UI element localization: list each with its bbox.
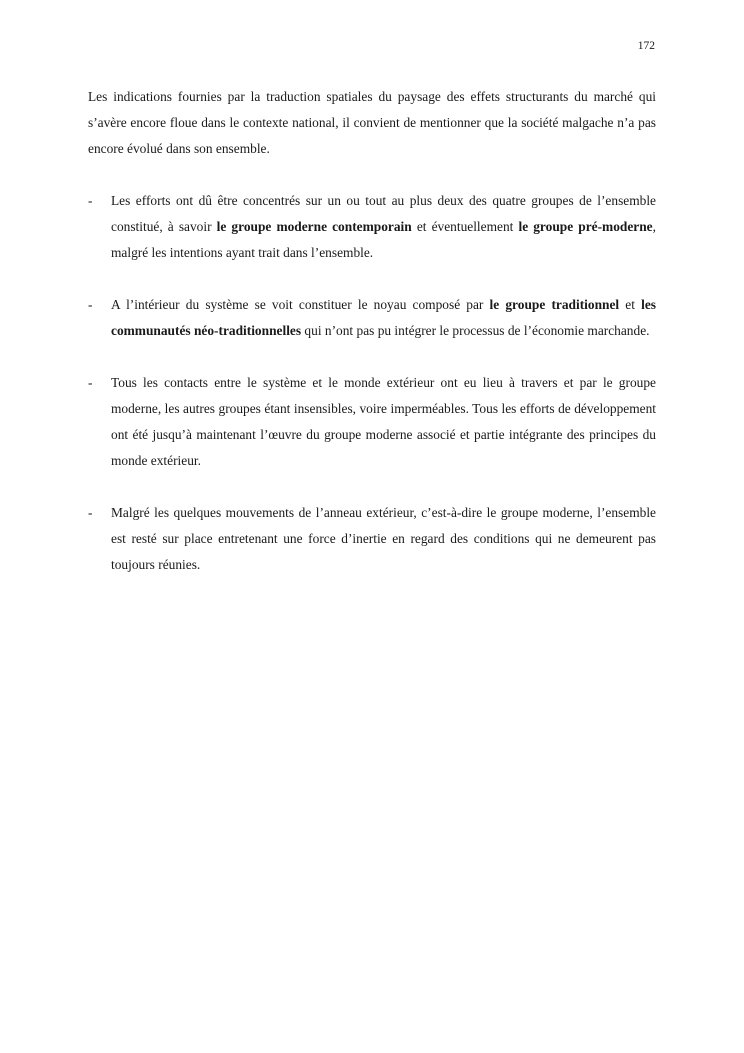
- bullet-dash: -: [88, 297, 93, 312]
- intro-paragraph: Les indications fournies par la traduction spatiales du paysage des effets structurants du marché qui s’avère encore floue dans le contexte national, il convient de mentionner que la société malgache n’a pas encore évolué dans son ensemble.: [88, 89, 656, 156]
- bullet-text: Les efforts ont dû être concentrés sur un ou tout au plus deux des quatre groupes de l’ensemble constitué, à savoir: [111, 193, 656, 234]
- bold-term: les communautés néo-traditionnelles: [111, 297, 656, 338]
- bullet-dash: -: [88, 193, 93, 208]
- bullet-text: qui n’ont pas pu intégrer le processus de l’économie marchande.: [301, 323, 650, 338]
- bullet-item-groups-focus: [88, 188, 656, 266]
- bullet-text: Tous les contacts entre le système et le monde extérieur ont eu lieu à travers et par le groupe moderne, les autres groupes étant insensibles, voire imperméables. Tous les efforts de développement ont été jusqu’à maintenant l’œuvre du groupe moderne associé et partie intégrante des principes du monde extérieur.: [111, 375, 656, 468]
- page-number: 172: [637, 40, 655, 52]
- bold-term: le groupe moderne contemporain: [216, 219, 412, 234]
- bullet-text: Malgré les quelques mouvements de l’anneau extérieur, c’est-à-dire le groupe moderne, l’ensemble est resté sur place entretenant une force d’inertie en regard des conditions qui ne demeurent pas toujours réunies.: [111, 505, 656, 572]
- bullet-text: et: [619, 297, 642, 312]
- bullet-item-system-core: [88, 292, 656, 344]
- bold-term: le groupe pré-moderne: [518, 219, 653, 234]
- bullet-list: [88, 188, 656, 578]
- bullet-item-external-contacts: [88, 370, 656, 474]
- bold-term: le groupe traditionnel: [489, 297, 620, 312]
- bullet-text: , malgré les intentions ayant trait dans l’ensemble.: [111, 219, 656, 260]
- bullet-dash: -: [88, 375, 93, 390]
- bullet-text: et éventuellement: [411, 219, 519, 234]
- bullet-dash: -: [88, 505, 93, 520]
- bullet-item-inertia: [88, 500, 656, 578]
- document-body: [88, 84, 656, 604]
- bullet-text: A l’intérieur du système se voit constituer le noyau composé par: [111, 297, 490, 312]
